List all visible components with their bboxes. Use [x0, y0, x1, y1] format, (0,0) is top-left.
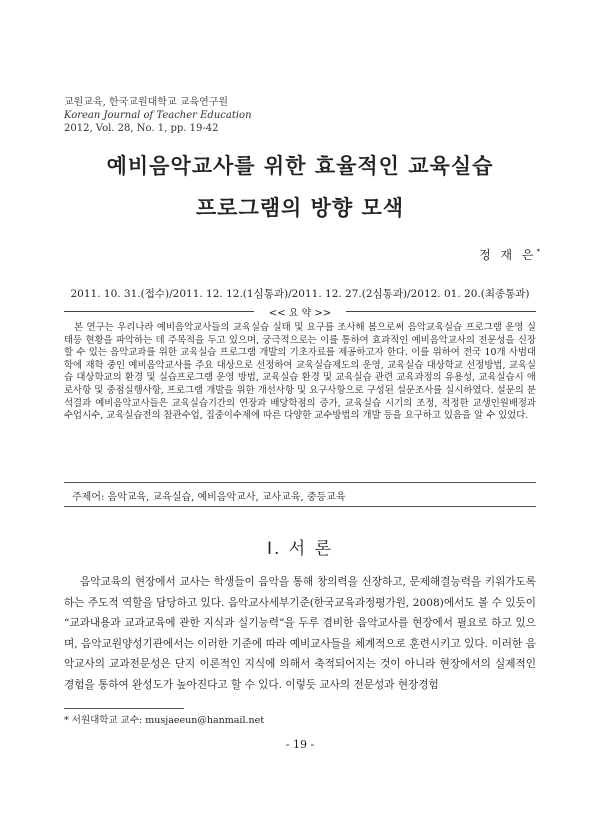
keywords-rule-bottom — [64, 506, 536, 507]
keywords: 주제어: 음악교육, 교육실습, 예비음악교사, 교사교육, 중등교육 — [72, 492, 346, 503]
journal-volume: 2012, Vol. 28, No. 1, pp. 19-42 — [64, 123, 219, 134]
abstract-heading: << 요 약 >> — [268, 308, 332, 319]
journal-name-korean: 교원교육, 한국교원대학교 교육연구원 — [64, 97, 229, 108]
abstract-text: 본 연구는 우리나라 예비음악교사들의 교육실습 실태 및 요구를 조사해 봄으로써 음악교육실습 프로그램 운영 실태등 현황을 파악하는 데 주목적을 두고 있으며, 궁극적으로는 이를 통하여 효과적인 예비음악교사의 전문성을 신장할 수 있는 음악교과를 위한 교육실습 프로그램 개발의 기초자료를 제공하고자 한다. 이를 위하여 전국 10개 사범대학에 재학 중인 예비음악교사를 주요 대상으로 선정하여 교육실습제도의 운영, 교육실습 대상학교 선정방법, 교육실습 대상학교의 환경 및 실습프로그램 운영 방법, 교육실습 환경 및 교육실습 관련 교육과정의 유용성, 교육실습시 애로사항 및 중점실행사항, 프로그램 개발을 위한 개선사항 및 요구사항으로 구성된 설문조사를 실시하였다. 설문의 분석결과 예비음악교사들은 교육실습기간의 연장과 배당학점의 증가, 교육실습 시기의 조정, 적정한 교생인원배정과 수업시수, 교육실습전의 참관수업, 집중이수제에 따른 다양한 교수방법의 개발 등을 요구하고 있음을 알 수 있었다. — [64, 322, 536, 422]
author — [479, 246, 540, 263]
abstract-rule-right — [346, 311, 536, 312]
keywords-rule-top — [64, 482, 536, 483]
journal-info — [64, 96, 252, 135]
body-paragraph: 음악교육의 현장에서 교사는 학생들이 음악을 통해 창의력을 신장하고, 문제해결능력을 키워가도록 하는 주도적 역할을 담당하고 있다. 음악교사세부기준(한국교육과정평가원, 2008)에서도 볼 수 있듯이 “교과내용과 교과교육에 관한 지식과 실기능력”을 두루 겸비한 음악교사를 현장에서 필요로 하고 있으며, 음악교원양성기관에서는 이러한 기준에 따라 예비교사들을 체계적으로 훈련시키고 있다. 이러한 음악교사의 교과전문성은 단지 이론적인 지식에 의해서 축적되어지는 것이 아니라 현장에서의 실제적인 경험을 통하여 완성도가 높아진다고 할 수 있다. 이렇듯 교사의 전문성과 현장경험 — [64, 576, 536, 691]
journal-name-english: Korean Journal of Teacher Education — [64, 110, 252, 121]
author-footnote: * 서원대학교 교수: musjaeeun@hanmail.net — [64, 715, 265, 726]
abstract-heading-row — [64, 304, 536, 318]
page-number: - 19 - — [285, 738, 315, 751]
section-heading: Ⅰ. 서 론 — [266, 539, 334, 559]
author-footnote-mark: * — [536, 248, 540, 256]
submission-dates: 2011. 10. 31.(접수)/2011. 12. 12.(1심통과)/2011. 12. 27.(2심통과)/2012. 01. 20.(최종통과) — [70, 288, 530, 300]
paper-title-line-1: 예비음악교사를 위한 효율적인 교육실습 — [106, 154, 494, 178]
paper-title-line-2: 프로그램의 방향 모색 — [195, 196, 405, 220]
footnote-rule — [64, 708, 184, 709]
author-name: 정 재 은 — [479, 248, 537, 262]
